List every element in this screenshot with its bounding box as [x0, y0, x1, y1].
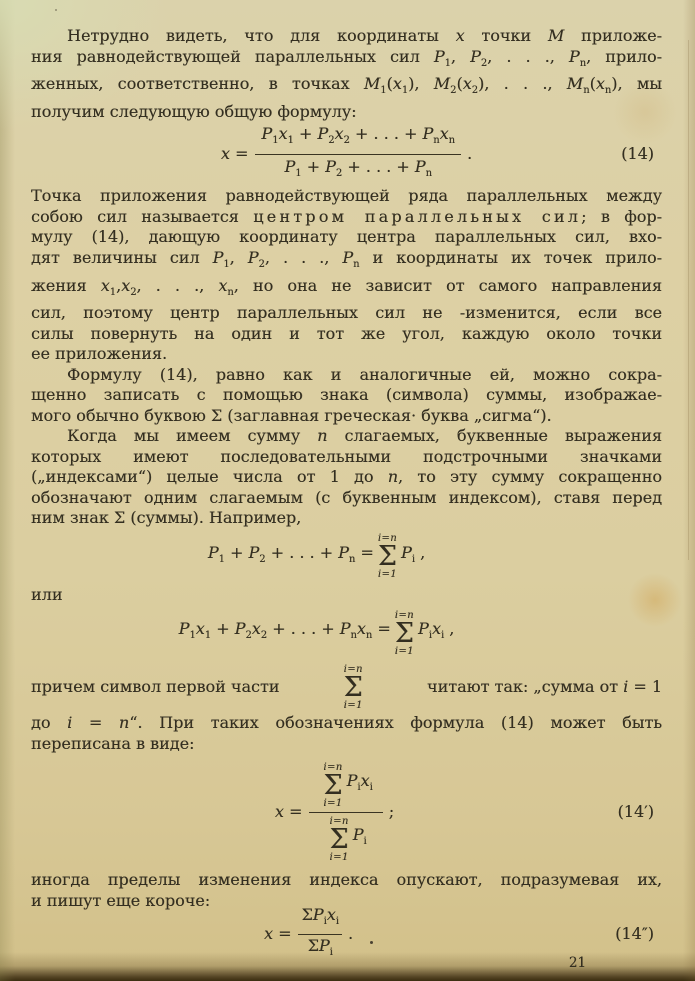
text-line: дят величины сил $P_1$, $P_2$, . . ., $P_n$ и координаты их точек прило- [31, 247, 663, 271]
sigma-icon: Σ [377, 541, 397, 573]
text-line: ния равнодействующей параллельных сил $P_1$, $P_2$, . . ., $P_n$, прило- [31, 46, 663, 69]
formula-semicolon: ; [388, 802, 395, 821]
fraction-denominator: $\Sigma P_i$ [307, 935, 333, 958]
page-number: 21 [568, 955, 586, 972]
formula-period: . [467, 144, 473, 164]
sum-lower-limit: i=1 [329, 851, 349, 863]
sigma-icon: Σ [323, 769, 343, 801]
sum-lower-limit: i=1 [343, 699, 363, 711]
sigma-icon: Σ [329, 823, 349, 855]
inline-sigma-sentence [31, 661, 662, 713]
formula-right-side: $P_i$ , [401, 542, 426, 566]
sum-lower-limit: i=1 [377, 569, 397, 581]
connector-word [31, 585, 662, 606]
text-after-sigma: читают так: „сумма от i = 1 [426, 677, 662, 696]
equation-number-14-prime: (14′) [617, 802, 654, 821]
sum-lower-limit: i=1 [323, 797, 343, 809]
text-line: переписана в виде: [31, 733, 195, 753]
formula-14 [31, 124, 662, 184]
formula-period: . [347, 924, 354, 943]
fraction-denominator: $P_1 + P_2$ + . . . + $P_n$ [284, 157, 432, 180]
page-edge-line [688, 40, 689, 560]
text-line: ее приложения. [31, 344, 168, 364]
text-line: до i = n“. При таких обозначениях формула (14) может быть [31, 713, 663, 733]
fraction [255, 124, 461, 185]
text-line: женных, соответственно, в точках $M_1(x_1)$, $M_2(x_2)$, . . ., $M_n(x_n)$, мы [31, 74, 663, 97]
fraction-denominator [309, 813, 382, 863]
sigma-sum-symbol [395, 610, 414, 657]
sum-body: $P_ix_i$ [346, 771, 373, 794]
fraction-numerator: $P_1x_1 + P_2x_2$ + . . . + $P_nx_n$ [255, 124, 461, 156]
text-line: Формулу (14), равно как и аналогичные ей, можно сокра- [67, 364, 662, 384]
formula-left-side: $P_1x_1 + P_2x_2$ + . . . + $P_nx_n$ = [178, 619, 391, 642]
sigma-sum-symbol [329, 816, 348, 863]
sum-upper-limit: i=n [343, 663, 363, 675]
sum-upper-limit: i=n [377, 533, 398, 545]
fraction-numerator: $\Sigma P_ix_i$ [298, 905, 341, 935]
text-line: жения $x_1,x_2$, . . ., $x_n$, но она не зависит от самого направления [31, 275, 662, 298]
formula-lhs: x = [274, 802, 303, 821]
text-line: сил, поэтому центр параллельных сил не -изменится, если все [31, 303, 662, 323]
text-line: которых имеют последовательными подстрочными значками [31, 446, 662, 466]
text-line: и пишут еще короче: [31, 890, 211, 910]
sigma-sum-symbol [344, 664, 363, 711]
text-line: ним знак Σ (суммы). Например, [31, 508, 302, 528]
formula-14-double-prime [31, 905, 662, 958]
sigma-icon: Σ [343, 671, 363, 703]
text-block [31, 0, 662, 974]
text-line: („индексами“) целые числа от 1 до n, то эту сумму сокращенно [31, 467, 663, 487]
sum-lower-limit: i=1 [394, 645, 414, 657]
sum-upper-limit: i=n [394, 609, 414, 621]
text-line: Когда мы имеем сумму n слагаемых, буквенные выражения [67, 426, 663, 446]
paragraph-sigma-notation [31, 365, 662, 427]
formula-right-side: $P_ix_i$ , [418, 619, 455, 642]
formula-sum-forces [31, 530, 662, 584]
sigma-icon: Σ [394, 617, 414, 649]
formula-left-side: $P_1 + P_2$ + . . . + $P_n$ = [207, 542, 374, 566]
sum-upper-limit: i=n [323, 761, 343, 773]
formula-sum-moments [31, 606, 662, 660]
text-before-sigma: причем символ первой части [31, 677, 280, 696]
text-line: силы повернуть на один и тот же угол, каждую около точки [31, 323, 662, 343]
text-line: мулу (14), дающую координату центра параллельных сил, вхо- [31, 227, 662, 247]
text-line: получим следующую общую формулу: [31, 101, 357, 121]
sigma-sum-symbol [378, 533, 397, 580]
text-line: мого обычно буквою Σ (заглавная греческая· буква „сигма“). [31, 405, 552, 425]
sum-upper-limit: i=n [329, 815, 349, 827]
text-line: Точка приложения равнодействующей ряда параллельных между [31, 186, 662, 206]
paragraph-intro [31, 26, 662, 122]
text-line: собою сил называется центром параллельных сил; в фор- [31, 206, 663, 226]
formula-lhs: x = [263, 924, 292, 943]
equation-number-14: (14) [621, 144, 654, 164]
text-line: иногда пределы изменения индекса опускают, подразумевая их, [31, 870, 662, 890]
formula-lhs: x = [220, 144, 249, 164]
text-line: Нетрудно видеть, что для координаты x точки M приложе- [67, 26, 662, 45]
formula-14-prime [31, 756, 662, 868]
fraction [309, 762, 382, 863]
paragraph-rewrite [31, 713, 662, 754]
text-line: обозначают одним слагаемым (с буквенным индексом), ставя перед [31, 487, 662, 507]
text-line: или [31, 584, 63, 604]
fraction-numerator [309, 762, 382, 813]
paragraph-sum-definition [31, 426, 662, 529]
sigma-sum-symbol [323, 762, 342, 809]
fraction [298, 905, 341, 963]
equation-number-14-double-prime: (14″) [615, 924, 654, 943]
paragraph-center-of-forces [31, 186, 662, 364]
sum-body: $P_i$ [352, 825, 367, 848]
text-line: щенно записать с помощью знака (символа) суммы, изображае- [31, 385, 662, 405]
